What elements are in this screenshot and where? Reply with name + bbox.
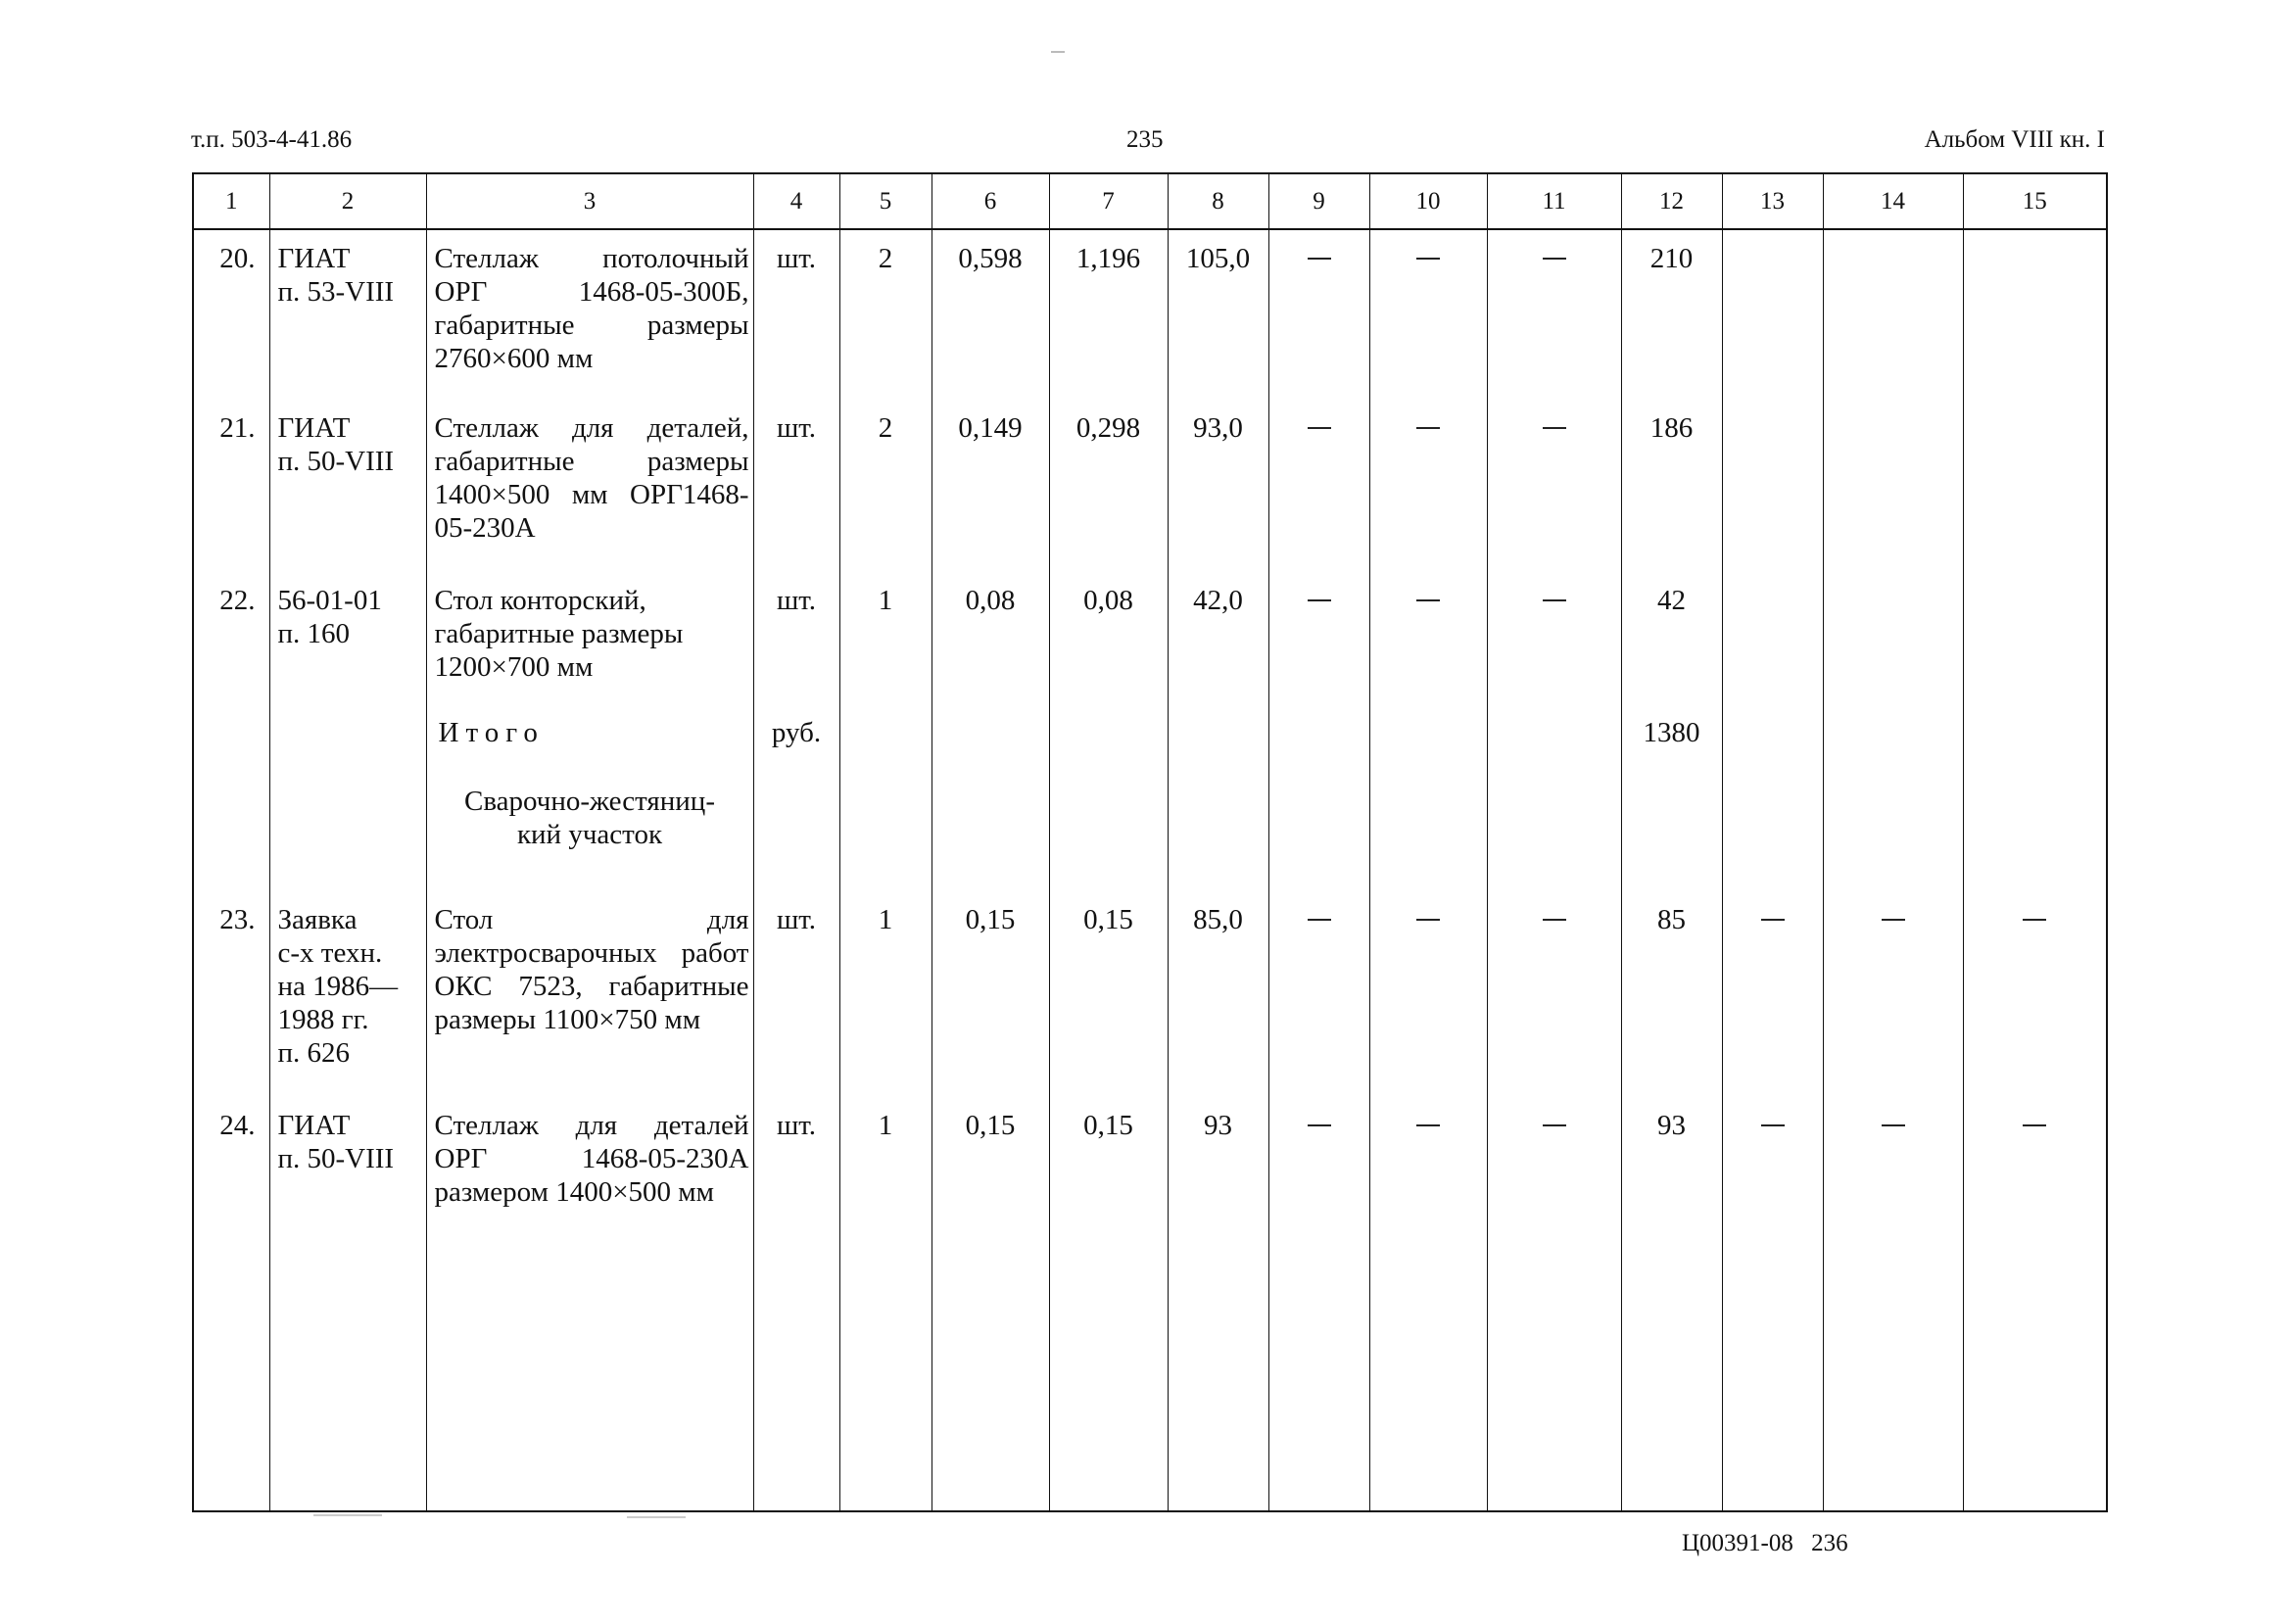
value-col6: 0,08 bbox=[932, 574, 1049, 714]
empty-dash-col15 bbox=[1963, 1099, 2107, 1511]
quantity: 2 bbox=[839, 229, 932, 402]
section-heading bbox=[426, 785, 753, 893]
empty-cell bbox=[839, 714, 932, 785]
value-col7: 1,196 bbox=[1049, 229, 1168, 402]
dash-mark bbox=[1308, 427, 1331, 429]
row-number: 22. bbox=[193, 574, 269, 714]
scan-smear bbox=[313, 1514, 382, 1516]
dash-mark bbox=[1543, 258, 1566, 260]
dash-mark bbox=[1761, 919, 1785, 921]
dash-mark bbox=[1308, 599, 1331, 601]
empty-cell bbox=[269, 785, 426, 893]
source-ref bbox=[269, 1099, 426, 1511]
source-ref-text: Заявка с-х техн. на 1986— 1988 гг. п. 626 bbox=[277, 904, 399, 1069]
quantity: 1 bbox=[839, 1099, 932, 1511]
empty-cell bbox=[1168, 785, 1268, 893]
value-col12: 42 bbox=[1621, 574, 1722, 714]
empty-dash-col14 bbox=[1823, 1099, 1963, 1511]
footer-code: Ц00391-08 236 bbox=[1682, 1530, 1848, 1556]
empty-cell bbox=[1722, 714, 1823, 785]
empty-cell bbox=[1049, 714, 1168, 785]
value-col6: 0,598 bbox=[932, 229, 1049, 402]
empty-dash-col10 bbox=[1369, 574, 1487, 714]
empty-cell bbox=[1963, 785, 2107, 893]
empty-dash-col11 bbox=[1487, 574, 1621, 714]
dash-mark bbox=[1882, 919, 1905, 921]
row-number: 23. bbox=[193, 893, 269, 1099]
empty-cell bbox=[1268, 714, 1369, 785]
value-col8: 42,0 bbox=[1168, 574, 1268, 714]
empty-dash-col15 bbox=[1963, 893, 2107, 1099]
dash-mark bbox=[1882, 1124, 1905, 1126]
total-unit: руб. bbox=[753, 714, 839, 785]
value-col12: 210 bbox=[1621, 229, 1722, 402]
empty-cell bbox=[1487, 714, 1621, 785]
empty-cell bbox=[839, 785, 932, 893]
empty-dash-col10 bbox=[1369, 402, 1487, 574]
col-header-12: 12 bbox=[1621, 173, 1722, 229]
empty-cell bbox=[1823, 574, 1963, 714]
empty-cell bbox=[1823, 402, 1963, 574]
col-header-14: 14 bbox=[1823, 173, 1963, 229]
empty-dash-col13 bbox=[1722, 893, 1823, 1099]
empty-cell bbox=[1823, 785, 1963, 893]
empty-cell bbox=[1049, 785, 1168, 893]
value-col7: 0,08 bbox=[1049, 574, 1168, 714]
item-description: Стол для электросварочных работ ОКС 7523, габаритные размеры 1100×750 мм bbox=[426, 893, 753, 1099]
empty-dash-col9 bbox=[1268, 1099, 1369, 1511]
row-number: 20. bbox=[193, 229, 269, 402]
source-ref bbox=[269, 402, 426, 574]
unit: шт. bbox=[753, 1099, 839, 1511]
col-header-8: 8 bbox=[1168, 173, 1268, 229]
col-header-11: 11 bbox=[1487, 173, 1621, 229]
column-number-row bbox=[193, 173, 2107, 229]
unit: шт. bbox=[753, 402, 839, 574]
empty-dash-col11 bbox=[1487, 402, 1621, 574]
total-row bbox=[193, 714, 2107, 785]
page-number: 235 bbox=[1126, 126, 1164, 153]
item-description: Стеллаж для деталей, габаритные размеры 1400×500 мм ОРГ1468-05-230А bbox=[426, 402, 753, 574]
unit: шт. bbox=[753, 229, 839, 402]
empty-cell bbox=[1722, 785, 1823, 893]
dash-mark bbox=[1416, 258, 1440, 260]
quantity: 2 bbox=[839, 402, 932, 574]
col-header-2: 2 bbox=[269, 173, 426, 229]
scan-smudge bbox=[1051, 51, 1065, 53]
table-row bbox=[193, 893, 2107, 1099]
empty-cell bbox=[269, 714, 426, 785]
dash-mark bbox=[1543, 1124, 1566, 1126]
col-header-1: 1 bbox=[193, 173, 269, 229]
table-row bbox=[193, 229, 2107, 402]
empty-cell bbox=[1823, 714, 1963, 785]
dash-mark bbox=[2023, 919, 2046, 921]
item-description: Стеллаж потолочный ОРГ 1468-05-300Б, габаритные размеры 2760×600 мм bbox=[426, 229, 753, 402]
empty-cell bbox=[1722, 229, 1823, 402]
empty-cell bbox=[1963, 574, 2107, 714]
empty-dash-col11 bbox=[1487, 229, 1621, 402]
source-ref bbox=[269, 229, 426, 402]
empty-cell bbox=[1369, 785, 1487, 893]
value-col8: 85,0 bbox=[1168, 893, 1268, 1099]
empty-cell bbox=[1963, 714, 2107, 785]
scan-smear bbox=[627, 1516, 686, 1518]
empty-dash-col11 bbox=[1487, 893, 1621, 1099]
empty-dash-col10 bbox=[1369, 229, 1487, 402]
album-label: Альбом VIII кн. I bbox=[1924, 126, 2105, 153]
value-col7: 0,298 bbox=[1049, 402, 1168, 574]
equipment-table bbox=[192, 172, 2106, 1510]
total-label: Итого bbox=[426, 714, 753, 785]
col-header-5: 5 bbox=[839, 173, 932, 229]
source-ref-text: ГИАТ п. 50-VIII bbox=[277, 412, 395, 477]
row-number: 21. bbox=[193, 402, 269, 574]
table-row bbox=[193, 574, 2107, 714]
empty-cell bbox=[1823, 229, 1963, 402]
doc-code: т.п. 503-4-41.86 bbox=[191, 126, 353, 153]
dash-mark bbox=[1416, 919, 1440, 921]
col-header-9: 9 bbox=[1268, 173, 1369, 229]
value-col8: 105,0 bbox=[1168, 229, 1268, 402]
total-value: 1380 bbox=[1621, 714, 1722, 785]
empty-dash-col10 bbox=[1369, 1099, 1487, 1511]
col-header-4: 4 bbox=[753, 173, 839, 229]
dash-mark bbox=[1416, 1124, 1440, 1126]
source-ref-text: ГИАТ п. 50-VIII bbox=[277, 1110, 395, 1174]
col-header-3: 3 bbox=[426, 173, 753, 229]
empty-cell bbox=[193, 714, 269, 785]
empty-cell bbox=[1722, 402, 1823, 574]
empty-cell bbox=[1963, 402, 2107, 574]
value-col12: 93 bbox=[1621, 1099, 1722, 1511]
empty-dash-col9 bbox=[1268, 402, 1369, 574]
source-ref-text: ГИАТ п. 53-VIII bbox=[277, 243, 395, 308]
empty-dash-col9 bbox=[1268, 893, 1369, 1099]
empty-cell bbox=[1722, 574, 1823, 714]
quantity: 1 bbox=[839, 893, 932, 1099]
col-header-7: 7 bbox=[1049, 173, 1168, 229]
dash-mark bbox=[1543, 599, 1566, 601]
unit: шт. bbox=[753, 893, 839, 1099]
empty-cell bbox=[1268, 785, 1369, 893]
dash-mark bbox=[1416, 427, 1440, 429]
empty-cell bbox=[1487, 785, 1621, 893]
dash-mark bbox=[1416, 599, 1440, 601]
source-ref-text: 56-01-01 п. 160 bbox=[277, 585, 382, 649]
empty-dash-col9 bbox=[1268, 574, 1369, 714]
empty-cell bbox=[932, 714, 1049, 785]
empty-dash-col10 bbox=[1369, 893, 1487, 1099]
value-col6: 0,15 bbox=[932, 893, 1049, 1099]
value-col8: 93 bbox=[1168, 1099, 1268, 1511]
value-col7: 0,15 bbox=[1049, 893, 1168, 1099]
col-header-10: 10 bbox=[1369, 173, 1487, 229]
empty-cell bbox=[1369, 714, 1487, 785]
dash-mark bbox=[1308, 258, 1331, 260]
value-col6: 0,149 bbox=[932, 402, 1049, 574]
empty-dash-col13 bbox=[1722, 1099, 1823, 1511]
unit: шт. bbox=[753, 574, 839, 714]
empty-cell bbox=[1621, 785, 1722, 893]
dash-mark bbox=[1543, 427, 1566, 429]
empty-dash-col9 bbox=[1268, 229, 1369, 402]
row-number: 24. bbox=[193, 1099, 269, 1511]
dash-mark bbox=[1543, 919, 1566, 921]
item-description: Стол конторский, габаритные размеры 1200×700 мм bbox=[426, 574, 753, 714]
dash-mark bbox=[1308, 919, 1331, 921]
empty-dash-col14 bbox=[1823, 893, 1963, 1099]
item-description: Стеллаж для деталей ОРГ 1468-05-230А размером 1400×500 мм bbox=[426, 1099, 753, 1511]
empty-cell bbox=[1168, 714, 1268, 785]
value-col12: 85 bbox=[1621, 893, 1722, 1099]
empty-dash-col11 bbox=[1487, 1099, 1621, 1511]
col-header-13: 13 bbox=[1722, 173, 1823, 229]
col-header-6: 6 bbox=[932, 173, 1049, 229]
section-heading-text: Сварочно-жестяниц- кий участок bbox=[463, 786, 715, 850]
value-col12: 186 bbox=[1621, 402, 1722, 574]
value-col6: 0,15 bbox=[932, 1099, 1049, 1511]
empty-cell bbox=[193, 785, 269, 893]
value-col8: 93,0 bbox=[1168, 402, 1268, 574]
source-ref bbox=[269, 893, 426, 1099]
table-row bbox=[193, 402, 2107, 574]
dash-mark bbox=[1308, 1124, 1331, 1126]
value-col7: 0,15 bbox=[1049, 1099, 1168, 1511]
dash-mark bbox=[1761, 1124, 1785, 1126]
dash-mark bbox=[2023, 1124, 2046, 1126]
col-header-15: 15 bbox=[1963, 173, 2107, 229]
empty-cell bbox=[932, 785, 1049, 893]
quantity: 1 bbox=[839, 574, 932, 714]
section-row bbox=[193, 785, 2107, 893]
empty-cell bbox=[753, 785, 839, 893]
table-row bbox=[193, 1099, 2107, 1511]
empty-cell bbox=[1963, 229, 2107, 402]
source-ref bbox=[269, 574, 426, 714]
